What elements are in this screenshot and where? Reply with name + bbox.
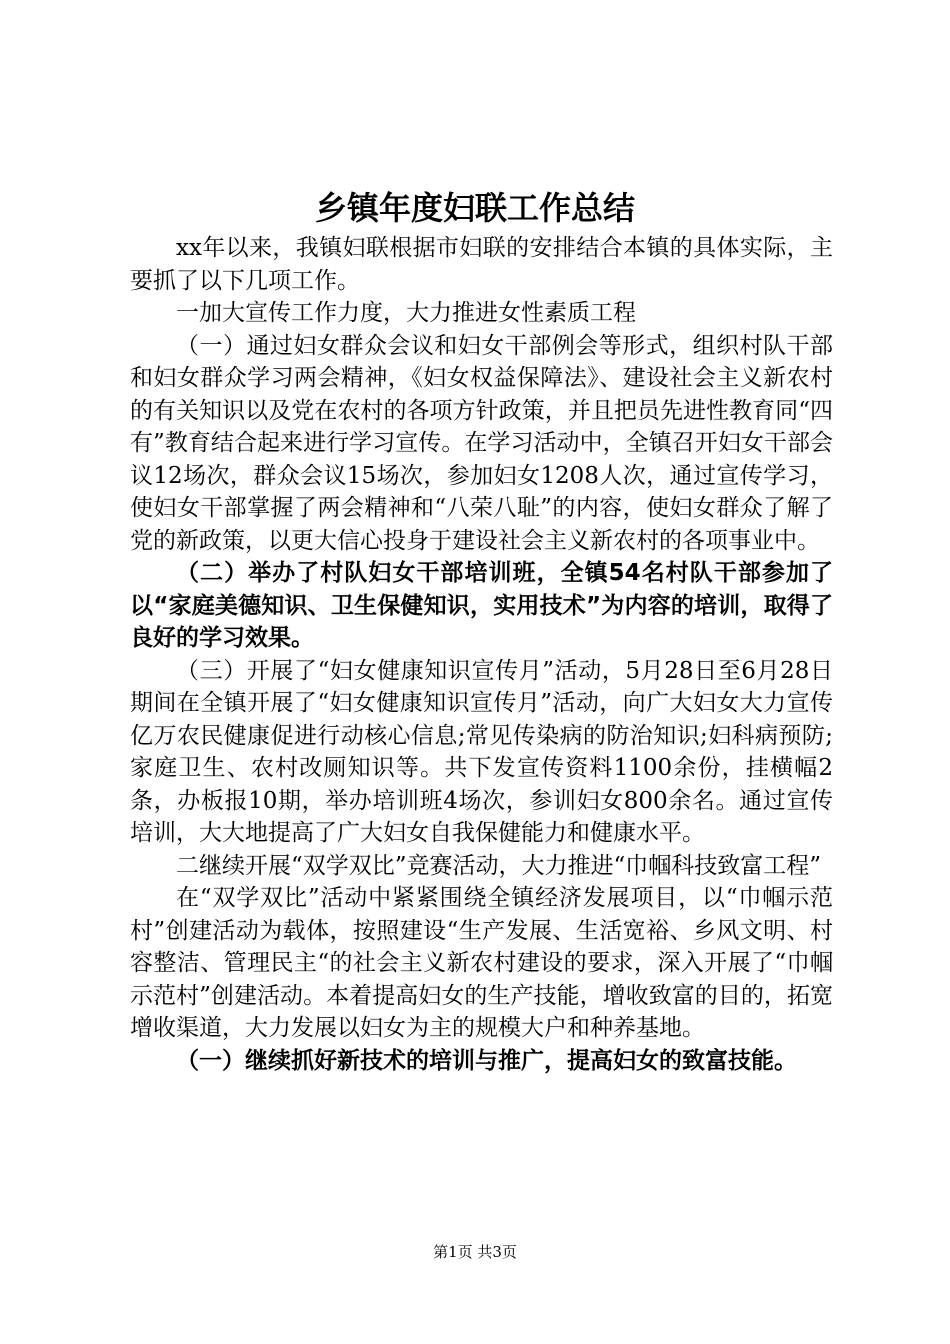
document-body — [130, 232, 833, 1077]
page-footer: 第1页 共3页 — [433, 1243, 517, 1261]
paragraph-item-1-2: （二）举办了村队妇女干部培训班，全镇54名村队干部参加了以“家庭美德知识、卫生保健知识，实用技术”为内容的培训，取得了良好的学习效果。 — [130, 560, 833, 651]
paragraph-item-1-3: （三）开展了“妇女健康知识宣传月”活动，5月28日至6月28日期间在全镇开展了“妇女健康知识宣传月”活动，向广大妇女大力宣传亿万农民健康促进行动核心信息;常见传染病的防治知识;妇科病预防;家庭卫生、农村改厕知识等。共下发宣传资料1100余份，挂横幅2条，办板报10期，举办培训班4场次，参训妇女800余名。通过宣传培训，大大地提高了广大妇女自我保健能力和健康水平。 — [130, 657, 833, 846]
document-title: 乡镇年度妇联工作总结 — [314, 189, 635, 227]
paragraph-item-2-1: （一）继续抓好新技术的培训与推广，提高妇女的致富技能。 — [176, 1047, 797, 1074]
paragraph-section-2-body: 在“双学双比”活动中紧紧围绕全镇经济发展项目，以“巾帼示范村”创建活动为载体，按照建设“生产发展、生活宽裕、乡风文明、村容整洁、管理民主“的社会主义新农村建设的要求，深入开展了“巾帼示范村”创建活动。本着提高妇女的生产技能，增收致富的目的，拓宽增收渠道，大力发展以妇女为主的规模大户和种养基地。 — [130, 885, 833, 1041]
paragraph-section-1-heading: 一加大宣传工作力度，大力推进女性素质工程 — [176, 300, 636, 326]
paragraph-intro: xx年以来，我镇妇联根据市妇联的安排结合本镇的具体实际，主要抓了以下几项工作。 — [130, 235, 833, 294]
paragraph-item-1-1: （一）通过妇女群众会议和妇女干部例会等形式，组织村队干部和妇女群众学习两会精神，《妇女权益保障法》、建设社会主义新农村的有关知识以及党在农村的各项方针政策，并且把员先进性教育同“四有”教育结合起来进行学习宣传。在学习活动中，全镇召开妇女干部会议12场次，群众会议15场次，参加妇女1208人次，通过宣传学习，使妇女干部掌握了两会精神和“八荣八耻”的内容，使妇女群众了解了党的新政策，以更大信心投身于建设社会主义新农村的各项事业中。 — [130, 332, 833, 554]
paragraph-section-2-heading: 二继续开展“双学双比”竞赛活动，大力推进“巾帼科技致富工程” — [176, 852, 822, 879]
